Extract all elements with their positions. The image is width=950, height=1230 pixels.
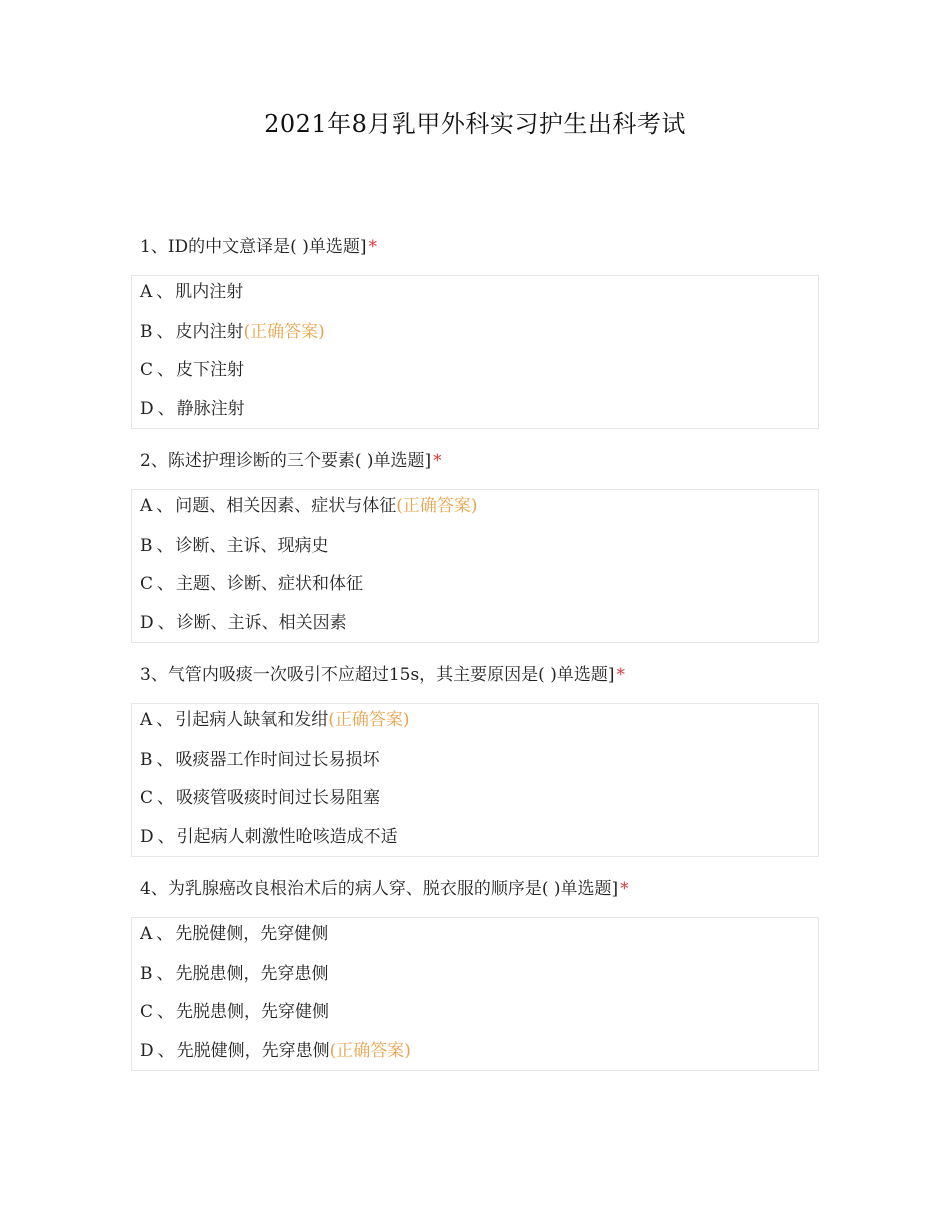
option-separator: 、	[157, 788, 175, 808]
option-separator: 、	[156, 535, 174, 556]
question-stem	[131, 660, 819, 690]
required-star-icon: *	[616, 665, 625, 685]
correct-answer-tag: (正确答案)	[328, 710, 410, 730]
correct-answer-tag: (正确答案)	[396, 496, 478, 516]
option-b[interactable]	[132, 529, 818, 568]
options-box	[131, 275, 819, 429]
option-separator: 、	[156, 749, 174, 770]
option-a[interactable]	[132, 704, 818, 743]
option-letter: B	[140, 963, 153, 984]
required-star-icon: *	[620, 879, 629, 899]
option-letter: C	[140, 574, 154, 594]
option-letter: C	[140, 1002, 154, 1022]
option-text: 引起病人刺激性呛咳造成不适	[176, 826, 398, 847]
correct-answer-tag: (正确答案)	[329, 1040, 411, 1061]
option-letter: B	[140, 749, 153, 770]
correct-answer-tag: (正确答案)	[243, 321, 325, 342]
option-letter: D	[140, 1040, 154, 1061]
option-text: 先脱健侧，先穿患侧	[176, 1040, 330, 1061]
required-star-icon: *	[433, 451, 442, 471]
option-text: 诊断、主诉、相关因素	[176, 612, 347, 633]
option-a[interactable]	[132, 276, 818, 315]
option-c[interactable]	[132, 781, 818, 820]
question-4	[131, 874, 819, 1071]
option-separator: 、	[157, 574, 175, 594]
option-text: 主题、诊断、症状和体征	[176, 574, 364, 594]
option-separator: 、	[157, 612, 175, 633]
option-text: 先脱患侧，先穿健侧	[176, 1002, 330, 1022]
question-text: 1、ID的中文意译是( )单选题]	[140, 237, 367, 257]
question-2	[131, 446, 819, 643]
option-d[interactable]	[132, 392, 818, 431]
option-c[interactable]	[132, 567, 818, 606]
required-star-icon: *	[368, 237, 377, 257]
option-text: 吸痰管吸痰时间过长易阻塞	[176, 788, 381, 808]
question-stem	[131, 232, 819, 262]
option-letter: B	[140, 321, 153, 342]
option-separator: 、	[156, 710, 174, 730]
option-letter: A	[140, 710, 153, 730]
question-3	[131, 660, 819, 857]
option-letter: B	[140, 535, 153, 556]
option-letter: A	[140, 924, 153, 944]
option-d[interactable]	[132, 1034, 818, 1073]
option-b[interactable]	[132, 743, 818, 782]
option-letter: D	[140, 826, 154, 847]
question-text: 3、气管内吸痰一次吸引不应超过15s，其主要原因是( )单选题]	[140, 665, 615, 685]
option-separator: 、	[156, 321, 174, 342]
option-text: 问题、相关因素、症状与体征	[175, 496, 397, 516]
option-d[interactable]	[132, 820, 818, 859]
option-separator: 、	[156, 963, 174, 984]
page-title: 2021年8月乳甲外科实习护生出科考试	[264, 110, 686, 138]
option-letter: C	[140, 788, 154, 808]
option-letter: D	[140, 398, 154, 419]
option-separator: 、	[156, 924, 174, 944]
option-c[interactable]	[132, 995, 818, 1034]
option-a[interactable]	[132, 918, 818, 957]
question-1	[131, 232, 819, 429]
option-a[interactable]	[132, 490, 818, 529]
options-box	[131, 703, 819, 857]
option-text: 皮下注射	[176, 360, 245, 380]
option-text: 先脱患侧，先穿患侧	[175, 963, 329, 984]
options-box	[131, 917, 819, 1071]
option-text: 吸痰器工作时间过长易损坏	[175, 749, 380, 770]
option-d[interactable]	[132, 606, 818, 645]
question-text: 2、陈述护理诊断的三个要素( )单选题]	[140, 451, 432, 471]
option-text: 诊断、主诉、现病史	[175, 535, 329, 556]
option-letter: A	[140, 282, 153, 302]
option-letter: D	[140, 612, 154, 633]
option-letter: A	[140, 496, 153, 516]
option-c[interactable]	[132, 353, 818, 392]
option-separator: 、	[157, 360, 175, 380]
option-text: 引起病人缺氧和发绀	[175, 710, 329, 730]
option-letter: C	[140, 360, 154, 380]
option-separator: 、	[157, 398, 175, 419]
option-separator: 、	[157, 1002, 175, 1022]
option-text: 静脉注射	[176, 398, 245, 419]
option-separator: 、	[157, 826, 175, 847]
question-stem	[131, 446, 819, 476]
options-box	[131, 489, 819, 643]
question-stem	[131, 874, 819, 904]
option-b[interactable]	[132, 315, 818, 354]
option-text: 先脱健侧，先穿健侧	[175, 924, 329, 944]
option-text: 皮内注射	[175, 321, 244, 342]
option-text: 肌内注射	[175, 282, 244, 302]
question-text: 4、为乳腺癌改良根治术后的病人穿、脱衣服的顺序是( )单选题]	[140, 879, 619, 899]
option-separator: 、	[156, 496, 174, 516]
option-separator: 、	[157, 1040, 175, 1061]
option-separator: 、	[156, 282, 174, 302]
option-b[interactable]	[132, 957, 818, 996]
